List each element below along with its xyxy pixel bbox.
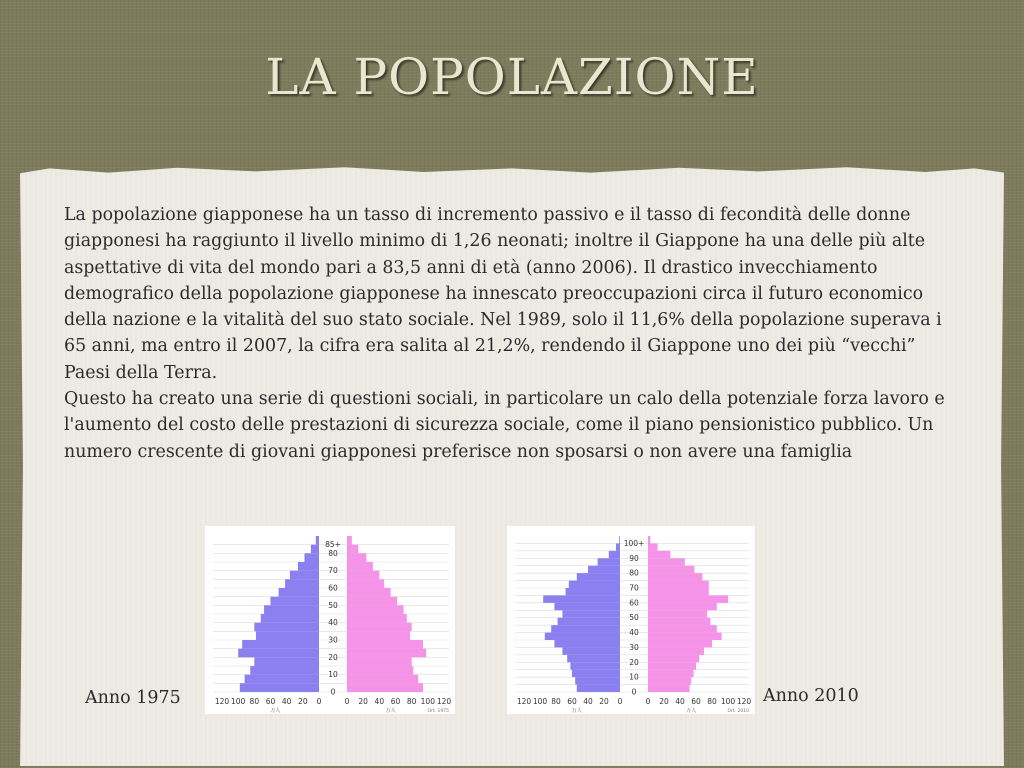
female-bar-age-70 xyxy=(648,581,709,588)
male-bars xyxy=(543,536,620,692)
male-bar-age-50 xyxy=(271,597,320,606)
age-tick-label: 20 xyxy=(629,657,639,667)
male-bar-age-30 xyxy=(554,640,620,647)
male-bar-age-10 xyxy=(572,670,620,677)
paragraph-2: Questo ha creato una serie di questioni sociali, in particolare un calo della potenziale forza lavoro e l'aumento del costo delle prestazioni di sicurezza sociale, come il piano pensionistico pubblico. Un numero crescente di giovani giapponesi preferisce non sposarsi o non avere una famiglia xyxy=(64,389,945,462)
male-bar-age-45 xyxy=(558,618,620,625)
male-bar-age-5 xyxy=(245,675,319,684)
age-tick-label: 10 xyxy=(629,672,639,682)
age-tick-label: 30 xyxy=(328,635,338,645)
unit-label-right: 万人 xyxy=(686,708,697,714)
unit-label-left: 万人 xyxy=(571,708,582,714)
male-bar-age-10 xyxy=(250,666,319,675)
female-bar-age-25 xyxy=(648,647,704,654)
x-tick-label-left: 100 xyxy=(532,697,548,706)
male-bar-age-85 xyxy=(316,536,319,545)
male-bar-age-15 xyxy=(254,657,319,666)
x-tick-label-right: 20 xyxy=(358,697,368,706)
age-tick-label: 0 xyxy=(631,687,637,697)
x-tick-label-right: 100 xyxy=(720,697,736,706)
male-bar-age-95 xyxy=(616,543,620,550)
female-bar-age-15 xyxy=(648,662,696,669)
slide-title: LA POPOLAZIONE xyxy=(265,48,759,106)
female-bar-age-20 xyxy=(347,649,426,658)
female-bar-age-20 xyxy=(648,655,699,662)
male-bar-age-50 xyxy=(562,610,620,617)
x-tick-label-left: 40 xyxy=(583,697,593,706)
age-tick-label: 50 xyxy=(328,600,338,610)
female-bar-age-90 xyxy=(648,551,670,558)
female-bar-age-50 xyxy=(347,597,397,606)
x-tick-label-left: 0 xyxy=(617,697,623,706)
male-bar-age-25 xyxy=(242,640,319,649)
female-bar-age-5 xyxy=(648,677,691,684)
female-bar-age-30 xyxy=(347,631,410,640)
age-tick-label: 80 xyxy=(328,548,338,558)
female-bar-age-30 xyxy=(648,640,712,647)
x-tick-label-left: 120 xyxy=(516,697,532,706)
x-tick-label-left: 40 xyxy=(281,697,292,706)
female-bar-age-45 xyxy=(347,605,404,614)
male-bar-age-75 xyxy=(304,553,319,562)
x-tick-label-right: 0 xyxy=(344,697,350,706)
male-bar-age-20 xyxy=(238,649,319,658)
x-tick-label-right: 60 xyxy=(390,697,401,706)
male-bar-age-70 xyxy=(569,581,620,588)
male-bar-age-65 xyxy=(566,588,620,595)
age-tick-label: 90 xyxy=(629,553,639,563)
x-tick-label-left: 80 xyxy=(249,697,260,706)
age-tick-label: 40 xyxy=(629,628,639,638)
female-bar-age-85 xyxy=(347,536,352,545)
male-bar-age-35 xyxy=(254,623,319,632)
x-tick-label-right: 120 xyxy=(436,697,452,706)
caption-anno-1975: Anno 1975 xyxy=(85,688,181,708)
age-tick-label: 30 xyxy=(629,642,639,652)
male-bar-age-25 xyxy=(562,647,620,654)
x-tick-label-right: 20 xyxy=(659,697,669,706)
male-bar-age-75 xyxy=(577,573,620,580)
paragraph-1: La popolazione giapponese ha un tasso di incremento passivo e il tasso di fecondità delle donne giapponesi ha raggiunto il livello minimo di 1,26 neonati; inoltre il Giappone ha una delle più alte aspettative di vita del mondo pari a 83,5 anni di età (anno 2006). Il drastico invecchiamento demografico della popolazione giapponese ha innescato preoccupazioni circa il futuro economico della nazione e la vitalità del suo stato sociale. Nel 1989, solo il 11,6% della popolazione superava i 65 anni, ma entro il 2007, la cifra era salita al 21,2%, rendendo il Giappone uno dei più “vecchi” Paesi della Terra. xyxy=(64,205,942,383)
female-bar-age-10 xyxy=(648,670,694,677)
x-tick-label-left: 120 xyxy=(214,697,230,706)
female-bar-age-95 xyxy=(648,543,658,550)
age-tick-label: 85+ xyxy=(325,540,341,550)
female-bar-age-5 xyxy=(347,675,418,684)
x-tick-labels xyxy=(215,697,452,706)
male-bar-age-60 xyxy=(285,579,319,588)
female-bar-age-75 xyxy=(347,553,366,562)
x-tick-label-left: 100 xyxy=(231,697,246,706)
male-bar-age-15 xyxy=(570,662,620,669)
age-tick-label: 50 xyxy=(629,613,639,623)
female-bar-age-10 xyxy=(347,666,413,675)
female-bar-age-70 xyxy=(347,562,373,571)
age-tick-label: 40 xyxy=(328,618,338,628)
x-tick-label-right: 0 xyxy=(645,697,651,706)
male-bar-age-45 xyxy=(264,605,319,614)
male-bar-age-30 xyxy=(256,631,319,640)
x-tick-label-right: 80 xyxy=(406,697,417,706)
body-text xyxy=(64,202,964,465)
source-label: Ort. 1975 xyxy=(427,709,449,714)
age-tick-label: 70 xyxy=(629,583,639,593)
male-bar-age-60 xyxy=(543,595,620,602)
x-tick-label-right: 60 xyxy=(691,697,701,706)
male-bar-age-40 xyxy=(261,614,319,623)
female-bar-age-55 xyxy=(347,588,391,597)
female-bars xyxy=(648,536,728,692)
male-bar-age-0 xyxy=(240,683,319,692)
source-label: Ort. 2010 xyxy=(727,709,749,714)
male-bar-age-55 xyxy=(554,603,620,610)
age-tick-label: 10 xyxy=(328,670,338,680)
x-tick-label-right: 40 xyxy=(675,697,685,706)
x-tick-label-left: 60 xyxy=(265,697,276,706)
male-bar-age-90 xyxy=(609,551,620,558)
male-bar-age-65 xyxy=(290,571,319,580)
age-tick-label: 60 xyxy=(328,583,338,593)
caption-anno-2010: Anno 2010 xyxy=(763,686,859,706)
female-bar-age-75 xyxy=(648,573,702,580)
x-tick-label-left: 0 xyxy=(316,697,322,706)
male-bar-age-70 xyxy=(298,562,319,571)
male-bar-age-100 xyxy=(619,536,620,543)
age-tick-label: 70 xyxy=(328,566,338,576)
x-tick-label-left: 60 xyxy=(567,697,577,706)
x-tick-labels xyxy=(517,697,752,706)
male-bar-age-85 xyxy=(598,558,620,565)
male-bar-age-20 xyxy=(567,655,620,662)
female-bar-age-45 xyxy=(648,618,710,625)
female-bar-age-60 xyxy=(648,595,728,602)
x-tick-label-right: 80 xyxy=(707,697,717,706)
pyramid-1975-svg xyxy=(205,526,455,714)
x-tick-label-left: 80 xyxy=(551,697,561,706)
male-bar-age-0 xyxy=(577,685,620,692)
female-bar-age-55 xyxy=(648,603,717,610)
age-tick-label: 0 xyxy=(330,687,336,697)
female-bar-age-80 xyxy=(648,566,694,573)
male-bar-age-5 xyxy=(575,677,620,684)
male-bar-age-40 xyxy=(551,625,620,632)
female-bar-age-15 xyxy=(347,657,412,666)
age-tick-label: 80 xyxy=(629,568,639,578)
unit-label-right: 万人 xyxy=(385,708,396,714)
female-bar-age-0 xyxy=(347,683,423,692)
age-labels xyxy=(325,540,341,696)
female-bar-age-80 xyxy=(347,545,358,554)
age-tick-label: 20 xyxy=(328,652,338,662)
female-bar-age-65 xyxy=(648,588,709,595)
male-bar-age-80 xyxy=(311,545,319,554)
age-tick-label: 100+ xyxy=(623,538,645,548)
x-tick-label-right: 100 xyxy=(420,697,435,706)
female-bar-age-100 xyxy=(648,536,650,543)
female-bar-age-35 xyxy=(347,623,412,632)
female-bar-age-50 xyxy=(648,610,707,617)
female-bar-age-65 xyxy=(347,571,379,580)
population-pyramid-1975 xyxy=(205,526,455,714)
x-tick-label-left: 20 xyxy=(298,697,308,706)
x-tick-label-right: 120 xyxy=(736,697,752,706)
female-bar-age-85 xyxy=(648,558,685,565)
x-tick-label-left: 20 xyxy=(599,697,609,706)
female-bar-age-25 xyxy=(347,640,423,649)
female-bar-age-40 xyxy=(648,625,717,632)
female-bar-age-35 xyxy=(648,633,722,640)
pyramid-2010-svg xyxy=(507,526,755,714)
female-bar-age-0 xyxy=(648,685,690,692)
population-pyramid-2010 xyxy=(507,526,755,714)
male-bar-age-35 xyxy=(545,633,620,640)
age-tick-label: 60 xyxy=(629,598,639,608)
unit-label-left: 万人 xyxy=(270,708,281,714)
female-bar-age-60 xyxy=(347,579,384,588)
male-bar-age-80 xyxy=(588,566,620,573)
male-bar-age-55 xyxy=(279,588,319,597)
female-bar-age-40 xyxy=(347,614,407,623)
x-tick-label-right: 40 xyxy=(374,697,385,706)
